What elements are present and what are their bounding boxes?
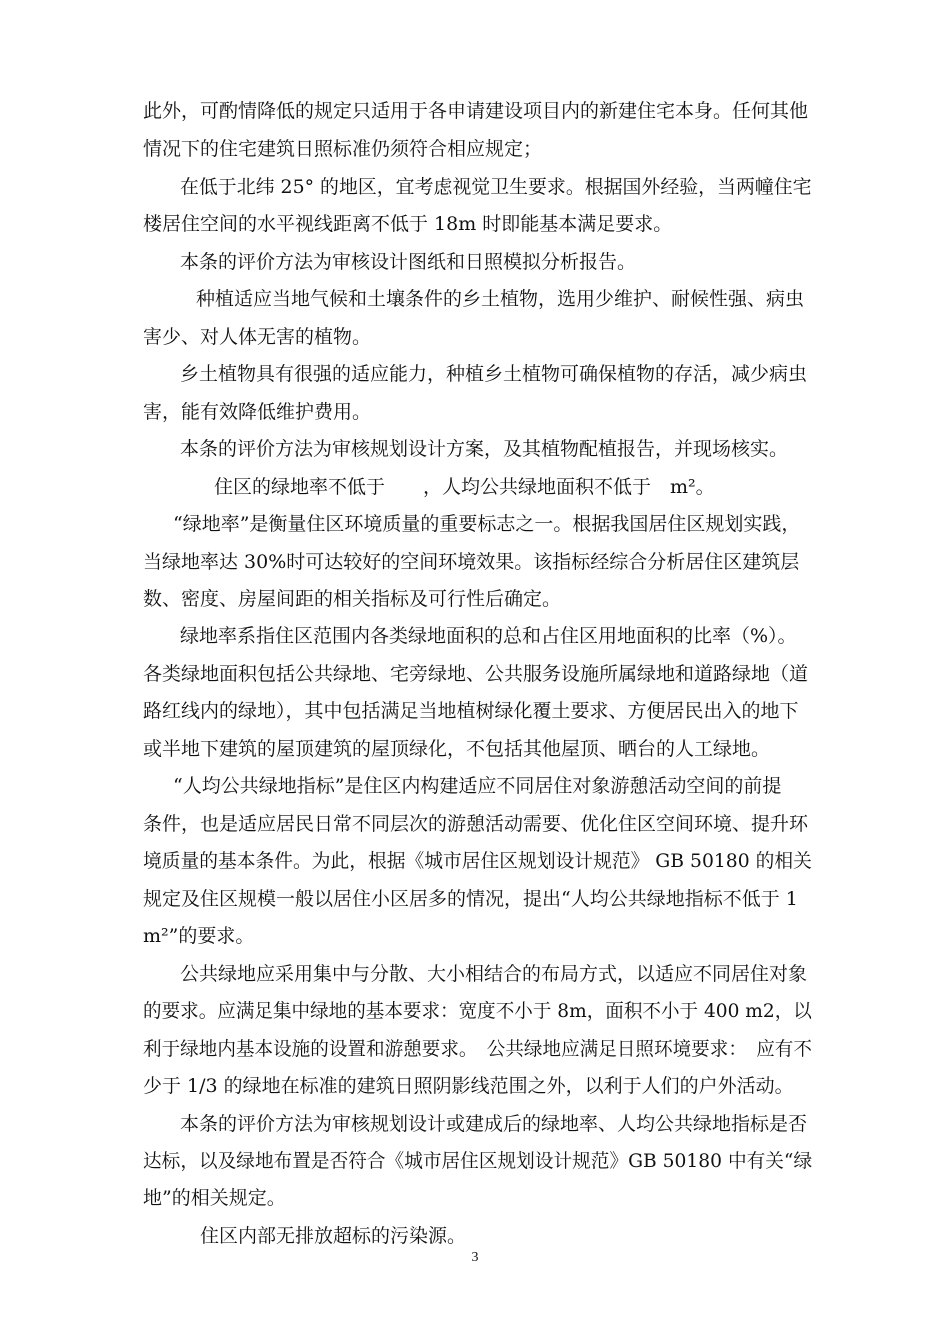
- page-number: 3: [471, 1250, 479, 1265]
- text-line: 路红线内的绿地），其中包括满足当地植树绿化覆土要求、方便居民出入的地下: [143, 700, 799, 722]
- text-line: 当绿地率达 30%时可达较好的空间环境效果。该指标经综合分析居住区建筑层: [143, 551, 800, 573]
- text-line: 规定及住区规模一般以居住小区居多的情况，提出“人均公共绿地指标不低于 1: [143, 888, 798, 910]
- text-line: 公共绿地应采用集中与分散、大小相结合的布局方式，以适应不同居住对象: [180, 963, 808, 985]
- text-line: 情况下的住宅建筑日照标准仍须符合相应规定；: [143, 138, 543, 160]
- text-line: 乡土植物具有很强的适应能力，种植乡土植物可确保植物的存活，减少病虫: [180, 363, 808, 385]
- text-line: 害，能有效降低维护费用。: [143, 401, 372, 423]
- text-line: 绿地率系指住区范围内各类绿地面积的总和占住区用地面积的比率（%）。: [180, 625, 797, 647]
- text-line: 住区的绿地率不低于 ，人均公共绿地面积不低于 m²。: [214, 476, 715, 498]
- text-line: m²”的要求。: [143, 925, 255, 947]
- text-line: 境质量的基本条件。为此，根据《城市居住区规划设计规范》 GB 50180 的相关: [143, 850, 812, 872]
- text-line: 此外，可酌情降低的规定只适用于各申请建设项目内的新建住宅本身。任何其他: [143, 100, 809, 122]
- text-line: 或半地下建筑的屋顶建筑的屋顶绿化，不包括其他屋顶、晒台的人工绿地。: [143, 738, 771, 760]
- text-line: 种植适应当地气候和土壤条件的乡土植物，选用少维护、耐候性强、病虫: [196, 288, 805, 310]
- text-line: “绿地率”是衡量住区环境质量的重要标志之一。根据我国居住区规划实践，: [173, 513, 801, 535]
- text-line: 达标，以及绿地布置是否符合《城市居住区规划设计规范》GB 50180 中有关“绿: [143, 1150, 813, 1172]
- text-line: 少于 1/3 的绿地在标准的建筑日照阴影线范围之外，以利于人们的户外活动。: [143, 1075, 794, 1097]
- text-line: 本条的评价方法为审核规划设计方案，及其植物配植报告，并现场核实。: [180, 438, 789, 460]
- text-line: 的要求。应满足集中绿地的基本要求：宽度不小于 8m，面积不小于 400 m2，以: [143, 1000, 812, 1022]
- text-line: 数、密度、房屋间距的相关指标及可行性后确定。: [143, 588, 562, 610]
- text-line: 害少、对人体无害的植物。: [143, 326, 372, 348]
- text-line: 地”的相关规定。: [143, 1187, 286, 1209]
- text-line: 利于绿地内基本设施的设置和游憩要求。 公共绿地应满足日照环境要求： 应有不: [143, 1038, 812, 1060]
- text-line: 楼居住空间的水平视线距离不低于 18m 时即能基本满足要求。: [143, 213, 673, 235]
- text-line: 本条的评价方法为审核设计图纸和日照模拟分析报告。: [180, 251, 637, 273]
- text-line: “人均公共绿地指标”是住区内构建适应不同居住对象游憩活动空间的前提: [173, 775, 782, 797]
- text-line: 各类绿地面积包括公共绿地、宅旁绿地、公共服务设施所属绿地和道路绿地（道: [143, 663, 809, 685]
- text-line: 在低于北纬 25° 的地区，宜考虑视觉卫生要求。根据国外经验，当两幢住宅: [180, 176, 812, 198]
- text-line: 条件，也是适应居民日常不同层次的游憩活动需要、优化住区空间环境、提升环: [143, 813, 809, 835]
- text-line: 住区内部无排放超标的污染源。: [200, 1225, 467, 1247]
- text-line: 本条的评价方法为审核规划设计或建成后的绿地率、人均公共绿地指标是否: [180, 1113, 808, 1135]
